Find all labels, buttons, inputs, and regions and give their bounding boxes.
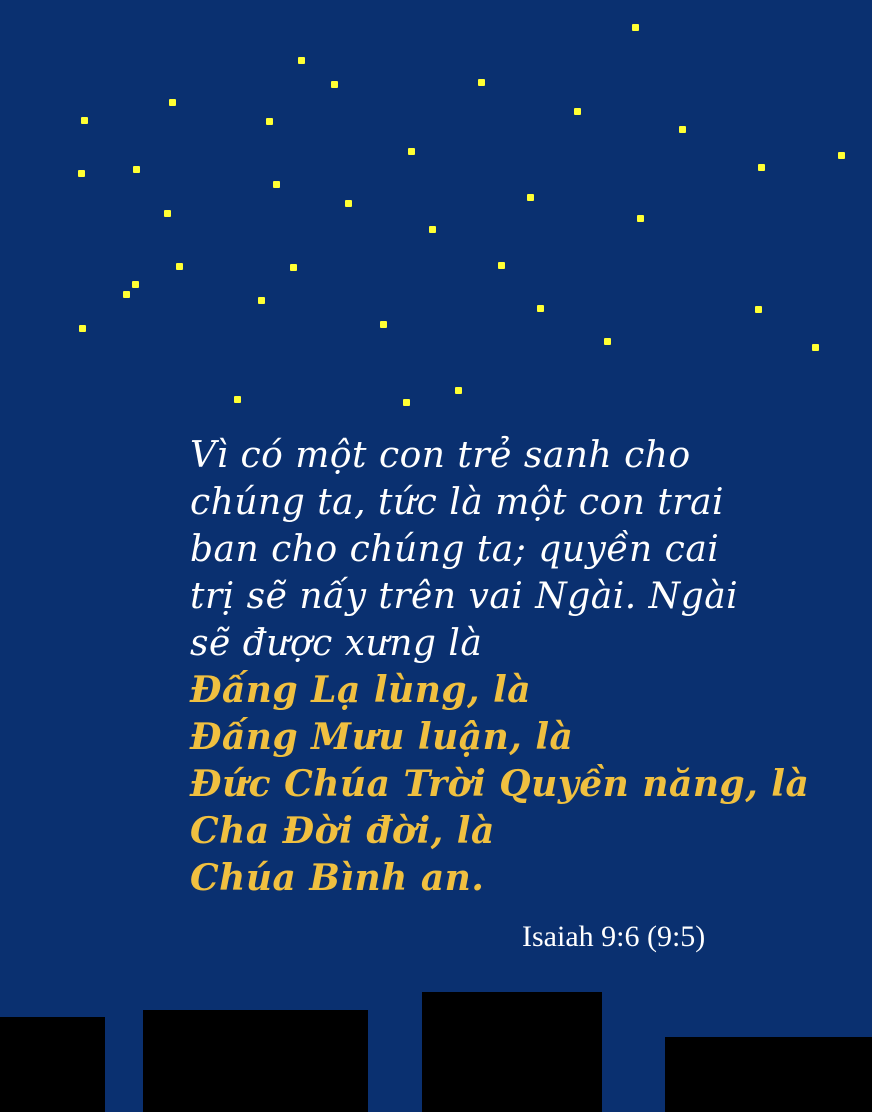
- building-silhouette: [0, 1017, 105, 1112]
- star-icon: [81, 117, 88, 124]
- star-icon: [79, 325, 86, 332]
- star-icon: [604, 338, 611, 345]
- star-icon: [637, 215, 644, 222]
- verse-line: Cha Đời đời, là: [190, 810, 495, 852]
- building-silhouette: [422, 992, 602, 1112]
- star-icon: [78, 170, 85, 177]
- star-icon: [132, 281, 139, 288]
- star-icon: [273, 181, 280, 188]
- star-icon: [331, 81, 338, 88]
- building-silhouette: [143, 1010, 368, 1112]
- verse-line: trị sẽ nấy trên vai Ngài. Ngài: [190, 576, 739, 617]
- star-icon: [527, 194, 534, 201]
- verse-text-block: [190, 432, 830, 902]
- star-icon: [498, 262, 505, 269]
- star-icon: [234, 396, 241, 403]
- star-icon: [812, 344, 819, 351]
- star-icon: [176, 263, 183, 270]
- star-icon: [290, 264, 297, 271]
- star-icon: [429, 226, 436, 233]
- star-icon: [403, 399, 410, 406]
- star-icon: [133, 166, 140, 173]
- scripture-reference: Isaiah 9:6 (9:5): [522, 920, 706, 953]
- verse-line: Đức Chúa Trời Quyền năng, là: [190, 763, 810, 805]
- verse-line: sẽ được xưng là: [190, 623, 483, 664]
- star-icon: [758, 164, 765, 171]
- star-icon: [455, 387, 462, 394]
- star-icon: [574, 108, 581, 115]
- star-icon: [123, 291, 130, 298]
- star-icon: [258, 297, 265, 304]
- verse-line: ban cho chúng ta; quyền cai: [190, 529, 720, 570]
- star-icon: [164, 210, 171, 217]
- verse-line: Chúa Bình an.: [190, 857, 485, 899]
- star-icon: [266, 118, 273, 125]
- star-icon: [755, 306, 762, 313]
- star-icon: [345, 200, 352, 207]
- star-icon: [679, 126, 686, 133]
- star-icon: [537, 305, 544, 312]
- star-icon: [478, 79, 485, 86]
- verse-line: Đấng Lạ lùng, là: [190, 669, 532, 711]
- star-icon: [838, 152, 845, 159]
- star-icon: [632, 24, 639, 31]
- star-icon: [408, 148, 415, 155]
- building-silhouette: [665, 1037, 872, 1112]
- star-icon: [380, 321, 387, 328]
- star-icon: [298, 57, 305, 64]
- verse-line: Đấng Mưu luận, là: [190, 716, 574, 758]
- verse-line: Vì có một con trẻ sanh cho: [190, 435, 691, 476]
- star-icon: [169, 99, 176, 106]
- verse-line: chúng ta, tức là một con trai: [190, 482, 725, 523]
